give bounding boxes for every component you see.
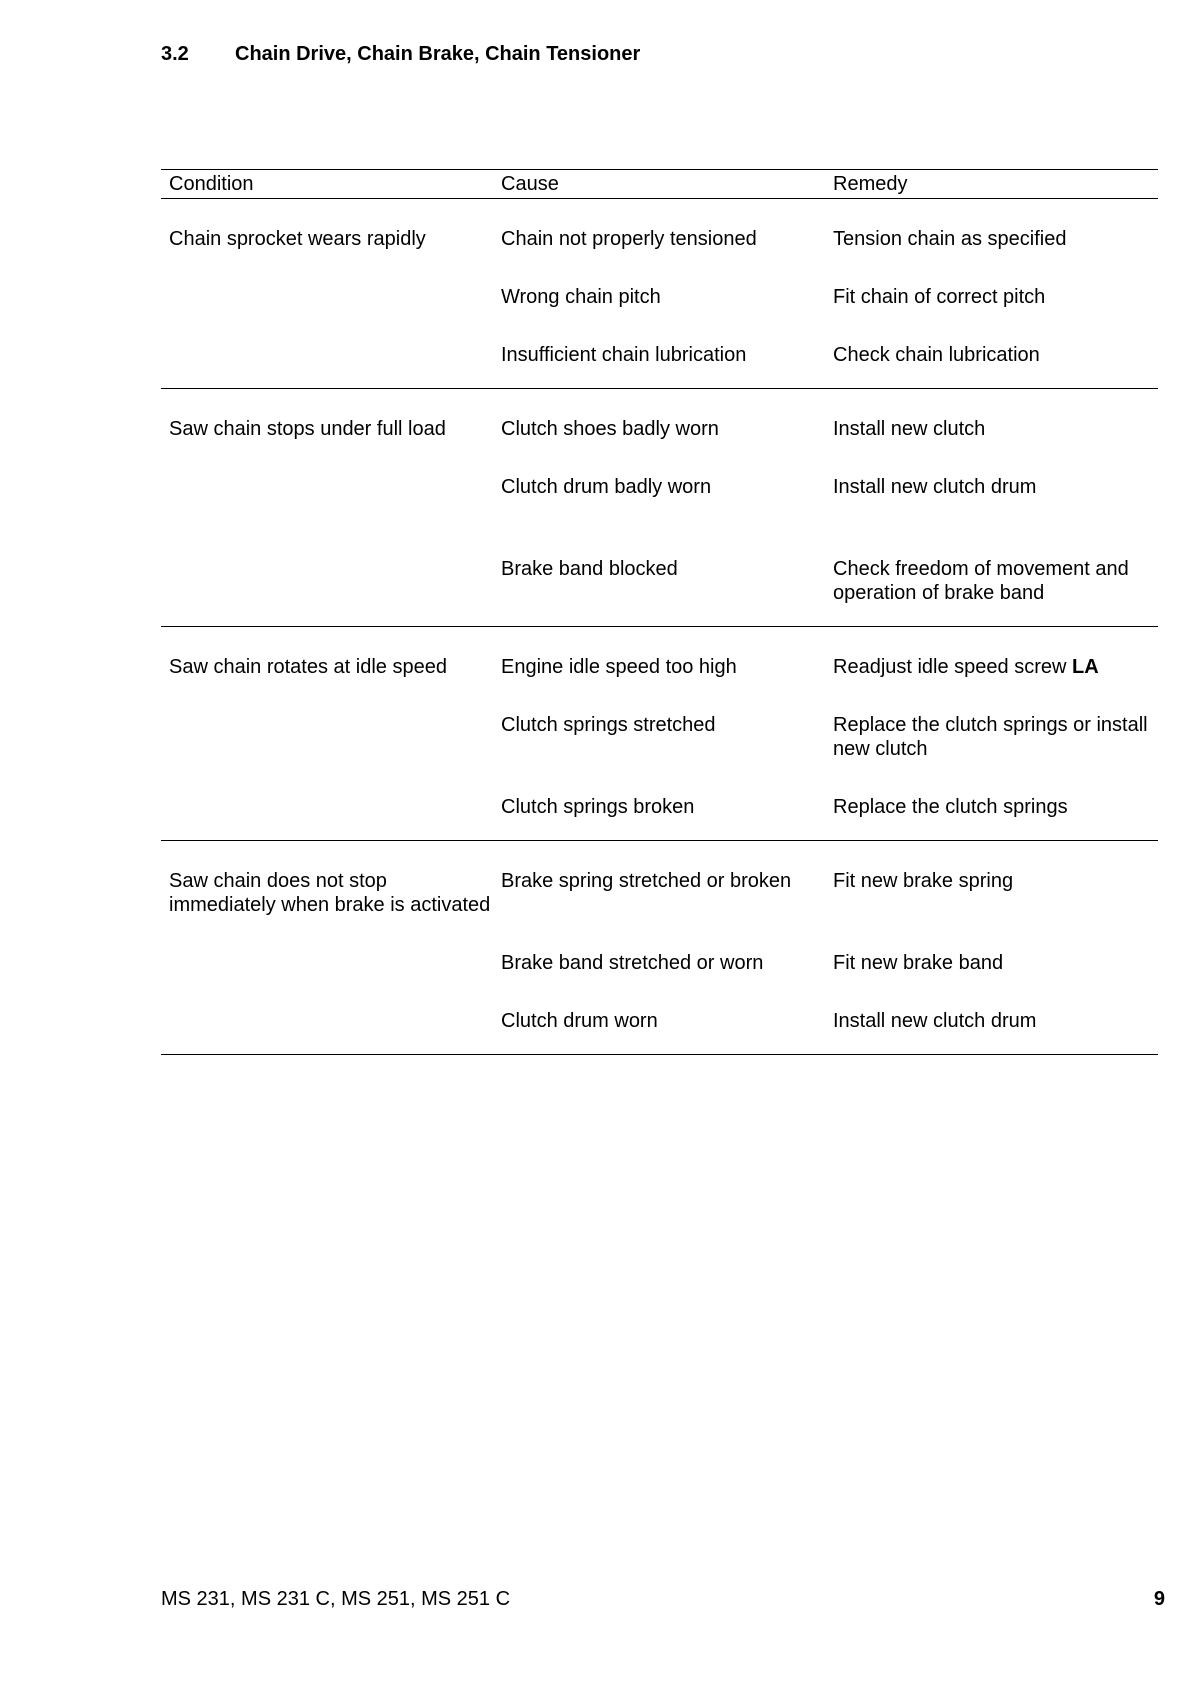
remedy-cell: Install new clutch — [833, 418, 986, 440]
table-group-chain-stops — [161, 389, 1158, 627]
table-row — [161, 795, 1158, 819]
table-row — [161, 951, 1158, 975]
table-row — [161, 227, 1158, 251]
cause-cell: Clutch shoes badly worn — [501, 418, 719, 440]
table-row — [161, 475, 1158, 499]
cause-cell: Clutch drum worn — [501, 1010, 658, 1032]
condition-cell: Saw chain rotates at idle speed — [169, 656, 447, 678]
remedy-cell: Install new clutch drum — [833, 476, 1037, 498]
remedy-cell: Tension chain as specified — [833, 228, 1067, 250]
table-group-chain-rotates — [161, 627, 1158, 841]
condition-cell: Saw chain does not stop immediately when brake is activated — [169, 870, 491, 916]
table-group-chain-does-not-stop — [161, 841, 1158, 1055]
table-row — [161, 343, 1158, 367]
cause-cell: Brake band blocked — [501, 558, 678, 580]
remedy-text: Readjust idle speed screw — [833, 656, 1067, 678]
page-footer — [161, 1587, 1165, 1611]
remedy-cell: Fit new brake spring — [833, 870, 1014, 892]
screw-label: LA — [1072, 656, 1099, 678]
table-row — [161, 285, 1158, 309]
remedy-cell: Install new clutch drum — [833, 1010, 1037, 1032]
remedy-cell: Fit new brake band — [833, 952, 1004, 974]
remedy-cell: Fit chain of correct pitch — [833, 286, 1046, 308]
section-heading — [161, 42, 640, 66]
cause-cell: Clutch springs stretched — [501, 714, 716, 736]
header-cause: Cause — [501, 173, 559, 195]
cause-cell: Brake spring stretched or broken — [501, 870, 792, 892]
table-row — [161, 655, 1158, 679]
condition-cell: Saw chain stops under full load — [169, 418, 446, 440]
cause-cell: Insufficient chain lubrication — [501, 344, 747, 366]
cause-cell: Clutch drum badly worn — [501, 476, 712, 498]
remedy-cell: Check chain lubrication — [833, 344, 1040, 366]
page-number: 9 — [1153, 1588, 1165, 1610]
table-row — [161, 869, 1158, 917]
cause-cell: Clutch springs broken — [501, 796, 695, 818]
table-row — [161, 1009, 1158, 1033]
section-title: Chain Drive, Chain Brake, Chain Tensioner — [235, 43, 641, 65]
footer-models: MS 231, MS 231 C, MS 251, MS 251 C — [161, 1588, 511, 1610]
table-row — [161, 713, 1158, 761]
troubleshooting-table — [161, 169, 1158, 1055]
table-header-row — [161, 169, 1158, 199]
remedy-cell — [825, 655, 1158, 679]
remedy-cell: Replace the clutch springs — [833, 796, 1068, 818]
cause-cell: Chain not properly tensioned — [501, 228, 757, 250]
table-row — [161, 417, 1158, 441]
cause-cell: Engine idle speed too high — [501, 656, 737, 678]
cause-cell: Brake band stretched or worn — [501, 952, 764, 974]
section-number: 3.2 — [161, 43, 189, 65]
remedy-cell: Replace the clutch springs or install new clutch — [833, 714, 1148, 760]
cause-cell: Wrong chain pitch — [501, 286, 661, 308]
table-group-chain-sprocket — [161, 199, 1158, 389]
header-remedy: Remedy — [833, 173, 908, 195]
header-condition: Condition — [169, 173, 254, 195]
remedy-cell: Check freedom of movement and operation of brake band — [833, 558, 1129, 604]
condition-cell: Chain sprocket wears rapidly — [169, 228, 426, 250]
table-row — [161, 557, 1158, 605]
